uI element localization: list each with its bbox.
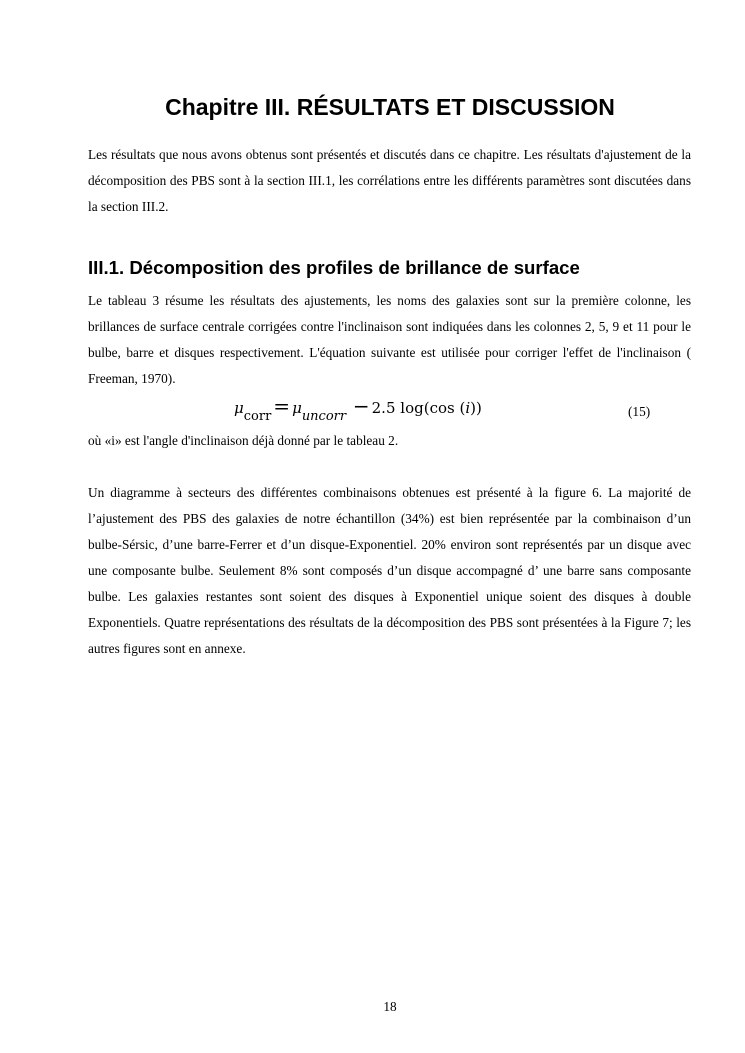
eq-open-paren-1: ( bbox=[423, 399, 430, 417]
section-paragraph-1: Le tableau 3 résume les résultats des ajustements, les noms des galaxies sont sur la première colonne, les brillances de surface centrale corrigées contre l'inclinaison sont indiquées dans les colonnes 2, 5, 9 et 11 pour le bulbe, barre et disques respectivement. L'équation suivante est utilisée pour corriger l'effet de l'inclinaison ( Freeman, 1970). bbox=[88, 293, 691, 386]
page-number: 18 bbox=[383, 999, 397, 1014]
eq-open-paren-2: ( bbox=[459, 399, 466, 417]
equation-note: où «i» est l'angle d'inclinaison déjà donné par le tableau 2. bbox=[88, 433, 399, 448]
section-title: III.1. Décomposition des profiles de brillance de surface bbox=[88, 257, 580, 278]
section-paragraph-2: Un diagramme à secteurs des différentes combinaisons obtenues est présenté à la figure 6. La majorité de l’ajustement des PBS des galaxies de notre échantillon (34%) est bien représentée par la combinaison d’un bulbe-Sérsic, d’une barre-Ferrer et d’un disque-Exponentiel. 20% environ sont représentés par un disque avec une composante bulbe. Seulement 8% sont composés d’un disque accompagné d’ une barre sans composante bulbe. Les galaxies restantes sont soient des disques à Exponentiel unique soient des disques à double Exponentiels. Quatre représentations des résultats de la décomposition des PBS sont présentées à la Figure 7; les autres figures sont en annexe. bbox=[88, 485, 691, 656]
eq-cos: cos bbox=[429, 399, 455, 417]
eq-sub-uncorr: uncorr bbox=[301, 409, 347, 424]
equation bbox=[234, 394, 482, 428]
eq-mu-uncorr: μ bbox=[292, 399, 302, 417]
eq-mu-corr: μ bbox=[234, 399, 244, 417]
eq-equals: = bbox=[273, 394, 291, 418]
eq-minus: − bbox=[352, 394, 370, 418]
intro-paragraph: Les résultats que nous avons obtenus sont présentés et discutés dans ce chapitre. Les résultats d'ajustement de la décomposition des PBS sont à la section III.1, les corrélations entre les différents paramètres sont discutées dans la section III.2. bbox=[88, 147, 691, 214]
eq-variable-i: i bbox=[465, 399, 471, 417]
eq-sub-corr: corr bbox=[243, 409, 272, 424]
eq-close-paren-2: ) bbox=[470, 399, 477, 417]
eq-close-paren-1: ) bbox=[476, 399, 482, 417]
chapter-title: Chapitre III. RÉSULTATS ET DISCUSSION bbox=[165, 94, 615, 120]
eq-log: log bbox=[400, 399, 424, 417]
equation-number: (15) bbox=[628, 404, 651, 419]
eq-coefficient: 2.5 bbox=[371, 399, 396, 417]
